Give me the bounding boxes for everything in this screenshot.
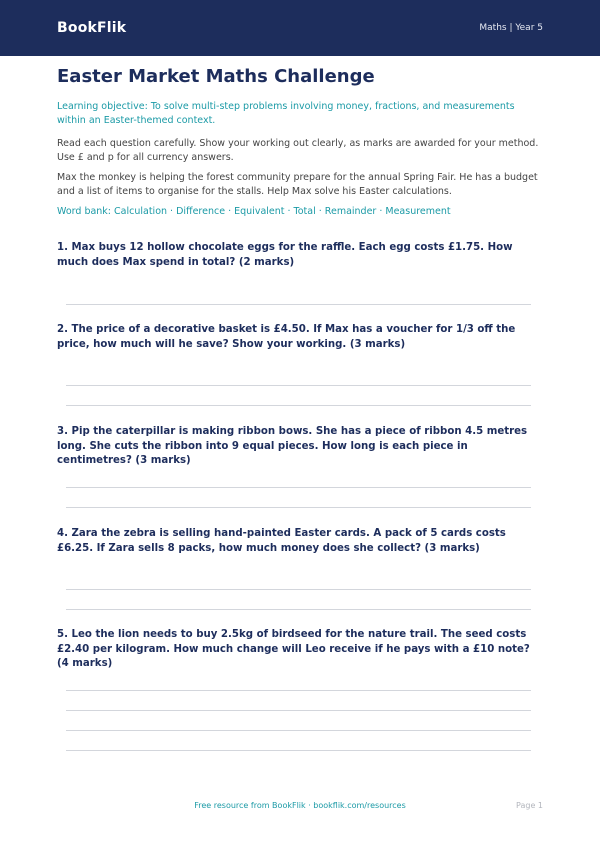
footer-credit-link[interactable]: Free resource from BookFlik · bookflik.com/resources (194, 801, 406, 810)
question-3: 3. Pip the caterpillar is making ribbon bows. She has a piece of ribbon 4.5 metres long. She cuts the ribbon into 9 equal pieces. How long is each piece in centimetres? (3 marks) (57, 426, 528, 466)
answer-line[interactable] (66, 507, 531, 508)
answer-line[interactable] (66, 405, 531, 406)
answer-line[interactable] (66, 385, 531, 386)
page-number: Page 1 (516, 801, 543, 810)
question-4: 4. Zara the zebra is selling hand-painted Easter cards. A pack of 5 cards costs £6.25. If Zara sells 8 packs, how much money does she collect? (3 marks) (57, 528, 506, 554)
page-header (0, 0, 600, 56)
word-bank: Word bank: Calculation · Difference · Equivalent · Total · Remainder · Measurement (57, 206, 451, 217)
page-title: Easter Market Maths Challenge (57, 66, 375, 87)
answer-line[interactable] (66, 487, 531, 488)
answer-line[interactable] (66, 710, 531, 711)
answer-line[interactable] (66, 730, 531, 731)
subject-year-label: Maths | Year 5 (479, 23, 543, 33)
brand-logo: BookFlik (57, 20, 127, 36)
question-1: 1. Max buys 12 hollow chocolate eggs for the raffle. Each egg costs £1.75. How much does Max spend in total? (2 marks) (57, 242, 513, 268)
page-footer (0, 801, 600, 815)
answer-line[interactable] (66, 304, 531, 305)
answer-line[interactable] (66, 609, 531, 610)
answer-line[interactable] (66, 750, 531, 751)
intro-text: Max the monkey is helping the forest community prepare for the annual Spring Fair. He has a budget and a list of items to organise for the stalls. Help Max solve his Easter calculations. (57, 172, 538, 197)
instructions-text: Read each question carefully. Show your working out clearly, as marks are awarded for your method. Use £ and p for all currency answers. (57, 138, 539, 163)
answer-line[interactable] (66, 690, 531, 691)
question-5: 5. Leo the lion needs to buy 2.5kg of birdseed for the nature trail. The seed costs £2.40 per kilogram. How much change will Leo receive if he pays with a £10 note? (4 marks) (57, 629, 530, 669)
learning-objective: Learning objective: To solve multi-step problems involving money, fractions, and measurements within an Easter-themed context. (57, 101, 515, 126)
question-2: 2. The price of a decorative basket is £4.50. If Max has a voucher for 1/3 off the price, how much will he save? Show your working. (3 marks) (57, 324, 516, 350)
intro-section (57, 66, 543, 219)
answer-line[interactable] (66, 589, 531, 590)
